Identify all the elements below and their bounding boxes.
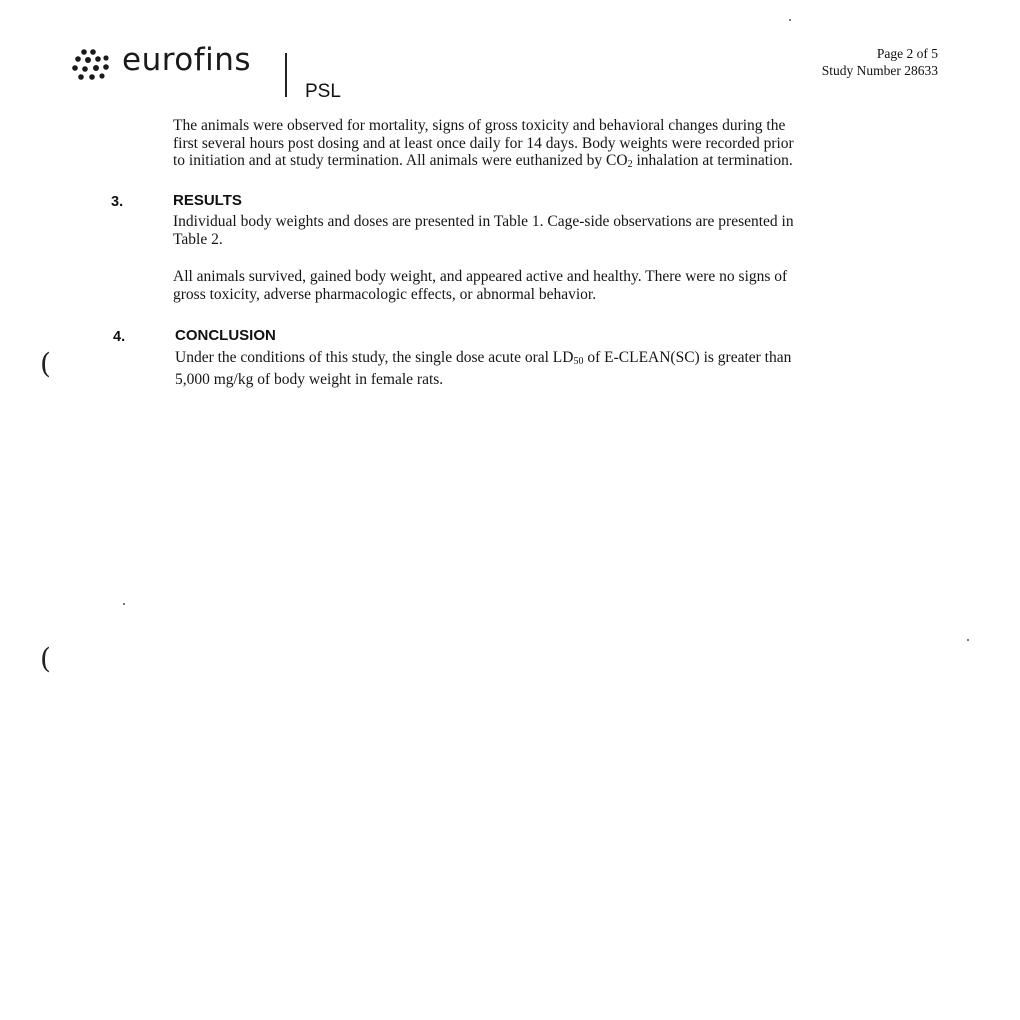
- study-number: Study Number 28633: [821, 63, 938, 78]
- text-line: to initiation and at study termination. All animals were euthanized by CO: [173, 152, 628, 170]
- text-line: inhalation at termination.: [632, 152, 793, 170]
- page-number: Page 2 of 5: [876, 46, 938, 61]
- text-line: Under the conditions of this study, the single dose acute oral LD: [175, 349, 574, 366]
- binder-hole-mark: (: [40, 347, 51, 380]
- division-label: PSL: [305, 81, 341, 102]
- text-line: of E-CLEAN(SC) is greater than: [583, 349, 792, 366]
- scan-speck: [123, 603, 125, 605]
- text-line: first several hours post dosing and at least once daily for 14 days. Body weights were recorded prior: [173, 134, 794, 152]
- section-title-conclusion: CONCLUSION: [175, 327, 276, 344]
- scan-speck: [789, 19, 791, 21]
- text-line: The animals were observed for mortality, signs of gross toxicity and behavioral changes during the: [173, 117, 786, 134]
- results-paragraph-1: [173, 213, 901, 248]
- binder-hole-mark: (: [40, 642, 51, 675]
- section-title-results: RESULTS: [173, 192, 242, 209]
- subscript: 2: [627, 159, 633, 171]
- text-line: Table 2.: [173, 230, 223, 248]
- scan-speck: [967, 639, 969, 641]
- eurofins-dots-icon: [72, 49, 112, 81]
- section-number-conclusion: 4.: [113, 329, 126, 345]
- section-number-results: 3.: [111, 194, 124, 210]
- results-paragraph-2: [173, 268, 901, 303]
- subscript: 50: [573, 356, 584, 367]
- text-line: 5,000 mg/kg of body weight in female rats.: [175, 370, 444, 388]
- logo-divider: [285, 53, 287, 97]
- observation-paragraph: [173, 117, 901, 174]
- conclusion-paragraph: [175, 349, 903, 388]
- page-header-meta: [822, 45, 938, 79]
- logo-wordmark: eurofins: [122, 42, 252, 78]
- text-line: Individual body weights and doses are presented in Table 1. Cage-side observations are presented in: [173, 213, 794, 230]
- text-line: All animals survived, gained body weight, and appeared active and healthy. There were no signs of: [173, 268, 788, 285]
- text-line: gross toxicity, adverse pharmacologic effects, or abnormal behavior.: [173, 285, 597, 303]
